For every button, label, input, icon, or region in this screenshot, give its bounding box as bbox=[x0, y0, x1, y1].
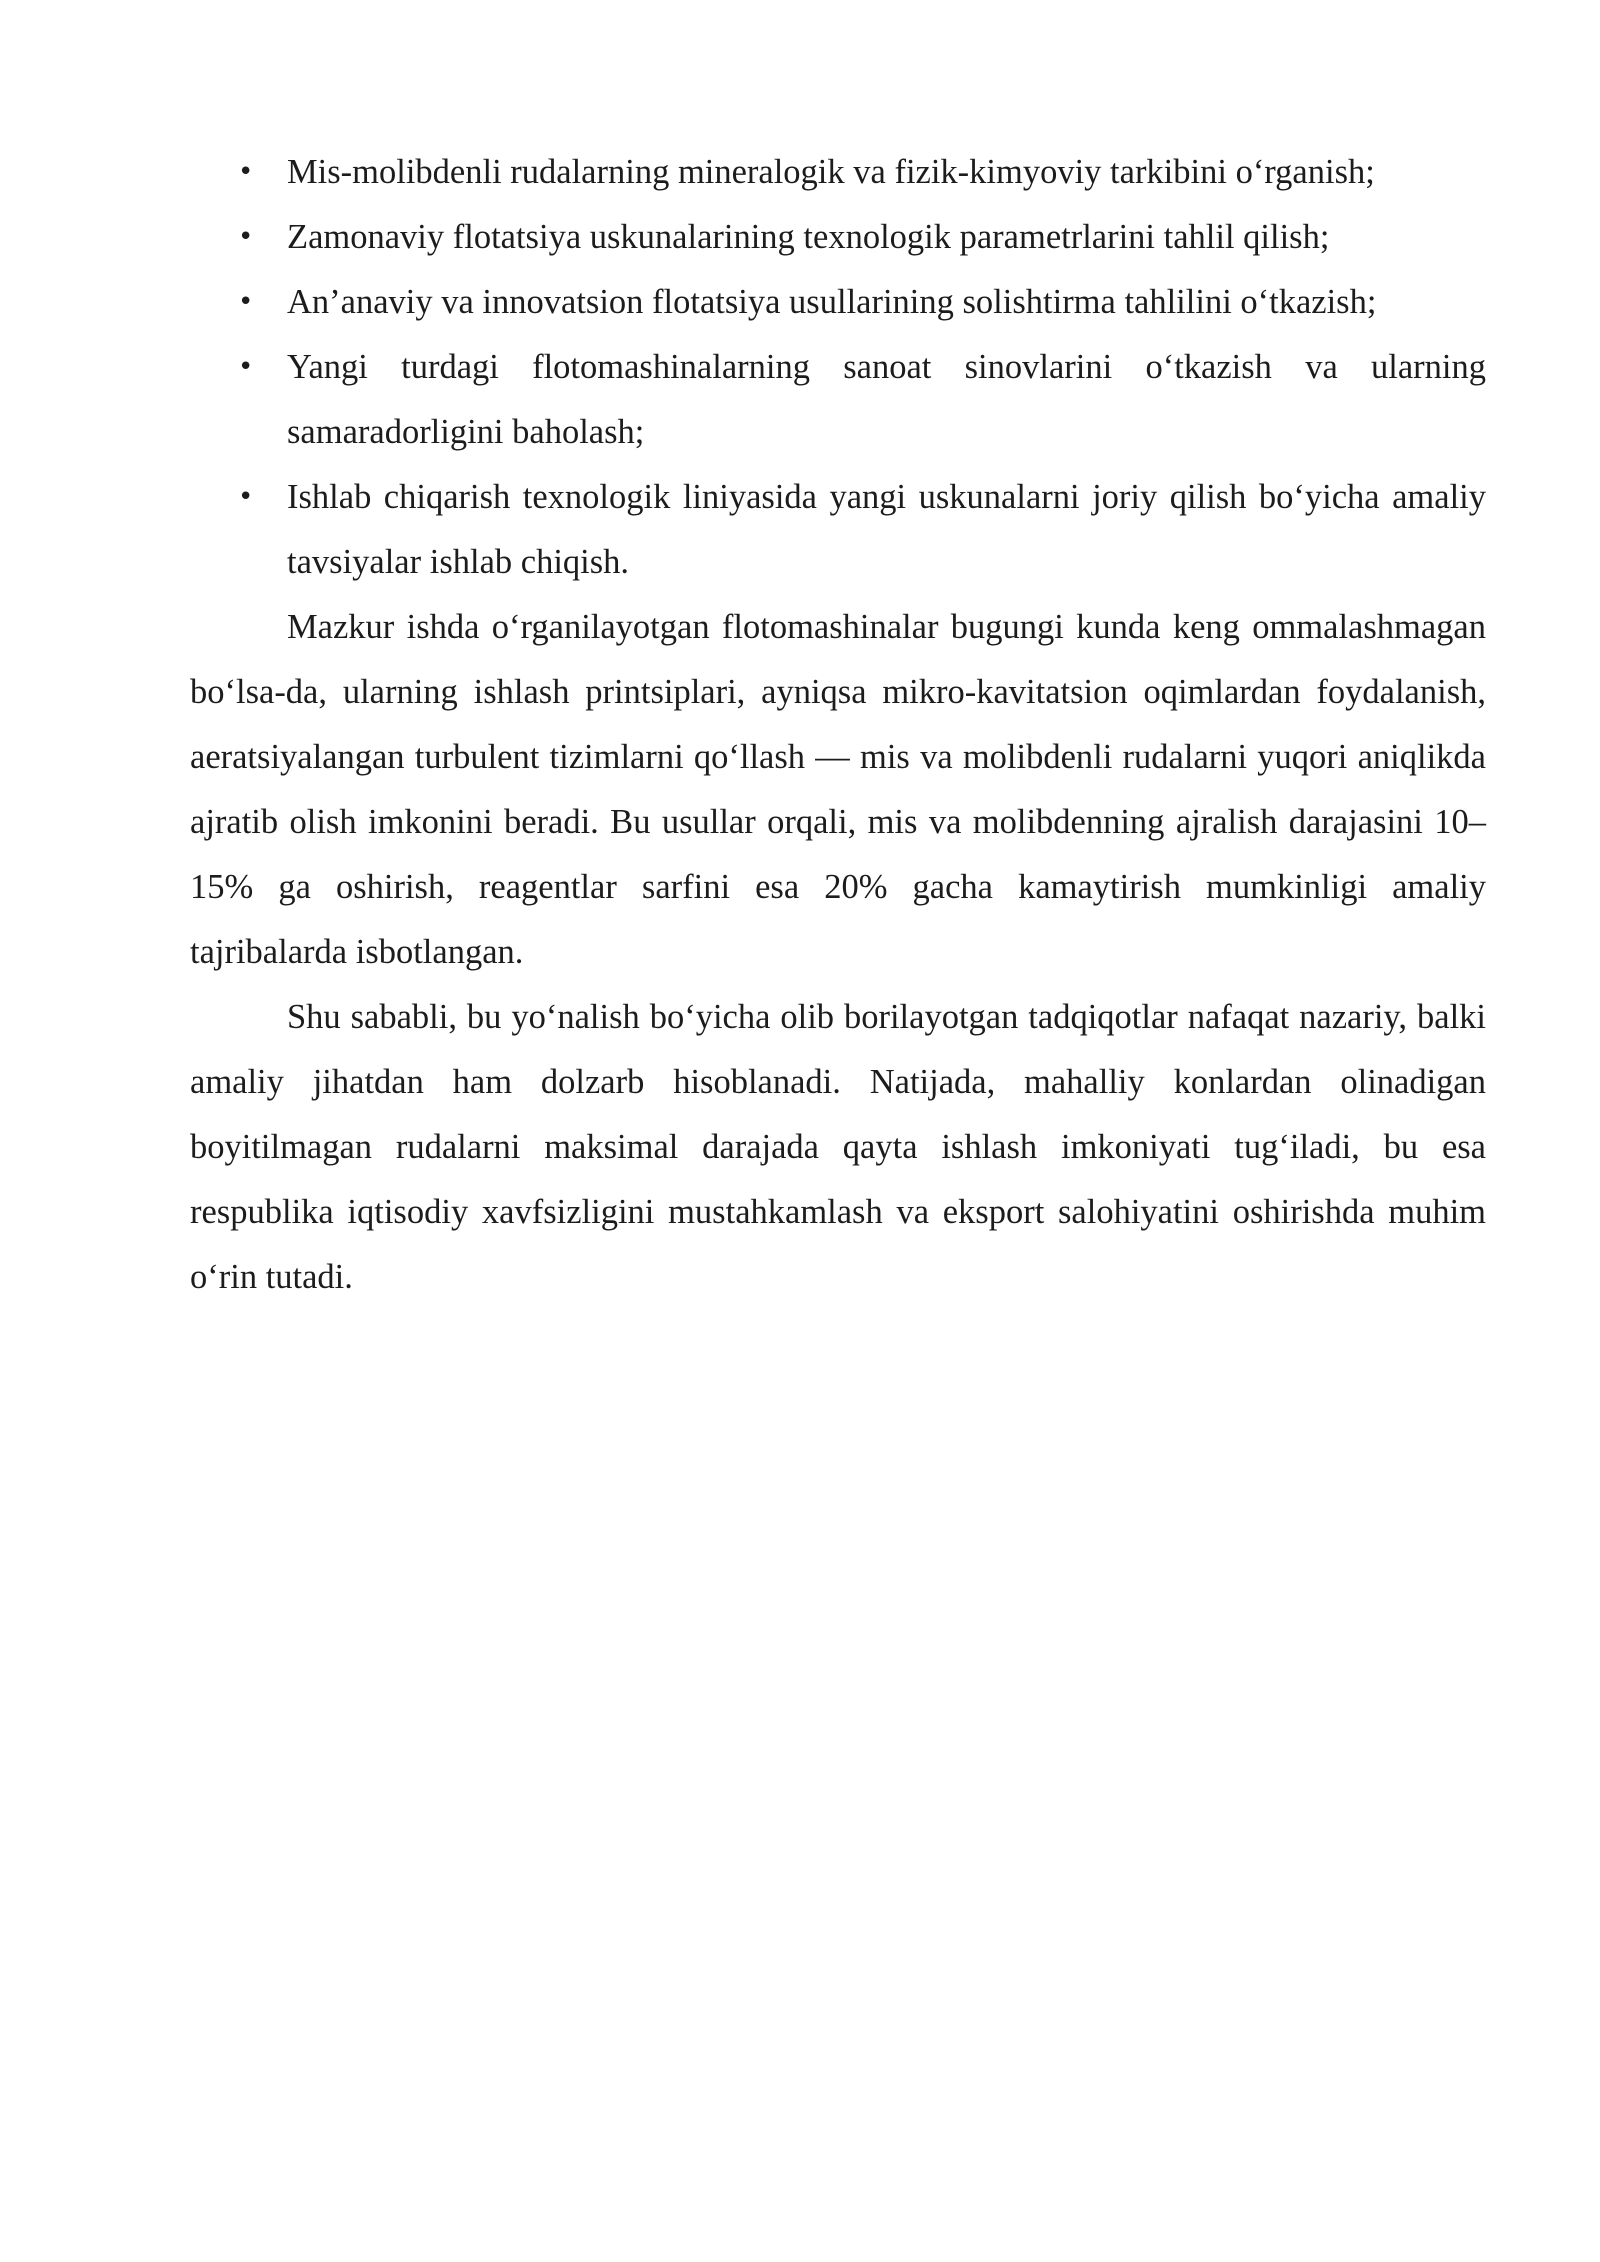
bullet-icon: • bbox=[238, 352, 254, 382]
bullet-icon: • bbox=[238, 157, 254, 187]
list-item-text: Zamonaviy flotatsiya uskunalarining texnologik parametrlarini tahlil qilish; bbox=[287, 218, 1330, 256]
list-item-text: Ishlab chiqarish texnologik liniyasida yangi uskunalarni joriy qilish bo‘yicha amaliy tavsiyalar ishlab chiqish. bbox=[287, 478, 1486, 581]
list-item-text: An’anaviy va innovatsion flotatsiya usullarining solishtirma tahlilini o‘tkazish; bbox=[287, 283, 1377, 321]
list-item bbox=[190, 270, 1486, 335]
page-content bbox=[190, 140, 1486, 1310]
body-paragraph: Mazkur ishda o‘rganilayotgan flotomashinalar bugungi kunda keng ommalashmagan bo‘lsa-da, ularning ishlash printsiplari, ayniqsa mikro-kavitatsion oqimlardan foydalanish, aeratsiyalangan turbulent tizimlarni qo‘llash — mis va molibdenli rudalarni yuqori aniqlikda ajratib olish imkonini beradi. Bu usullar orqali, mis va molibdenning ajralish darajasini 10–15% ga oshirish, reagentlar sarfini esa 20% gacha kamaytirish mumkinligi amaliy tajribalarda isbotlangan. bbox=[190, 608, 1486, 971]
objectives-list bbox=[190, 140, 1486, 595]
list-item bbox=[190, 205, 1486, 270]
list-item bbox=[190, 335, 1486, 465]
bullet-icon: • bbox=[238, 222, 254, 252]
list-item bbox=[190, 140, 1486, 205]
bullet-icon: • bbox=[238, 287, 254, 317]
bullet-icon: • bbox=[238, 482, 254, 512]
body-paragraph: Shu sababli, bu yo‘nalish bo‘yicha olib borilayotgan tadqiqotlar nafaqat nazariy, balki amaliy jihatdan ham dolzarb hisoblanadi. Natijada, mahalliy konlardan olinadigan boyitilmagan rudalarni maksimal darajada qayta ishlash imkoniyati tug‘iladi, bu esa respublika iqtisodiy xavfsizligini mustahkamlash va eksport salohiyatini oshirishda muhim o‘rin tutadi. bbox=[190, 998, 1486, 1296]
list-item-text: Yangi turdagi flotomashinalarning sanoat sinovlarini o‘tkazish va ularning samaradorligini baholash; bbox=[287, 348, 1486, 451]
list-item bbox=[190, 465, 1486, 595]
list-item-text: Mis-molibdenli rudalarning mineralogik va fizik-kimyoviy tarkibini o‘rganish; bbox=[287, 153, 1375, 191]
